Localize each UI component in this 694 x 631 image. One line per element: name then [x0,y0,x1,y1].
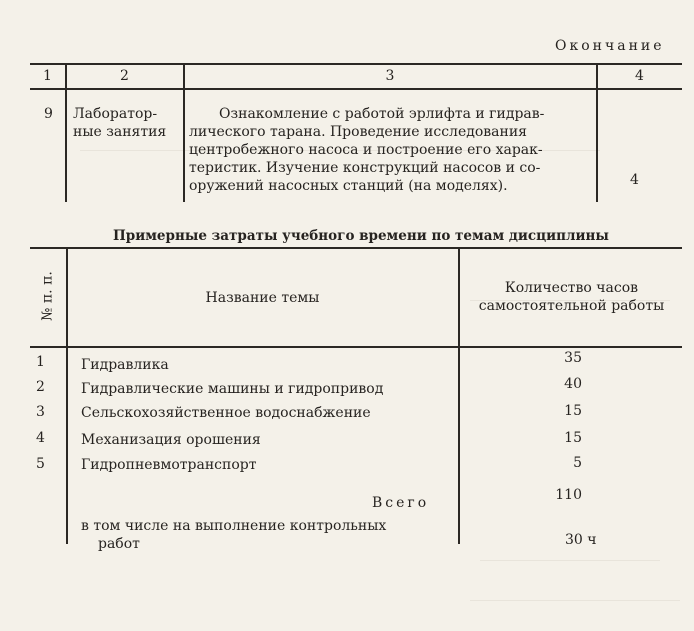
topic-number: 3 [36,404,45,420]
topic-hours: 40 [564,376,582,392]
continuation-label: Окончание [555,38,665,54]
activity-content: лического тарана. Проведение исследования [189,124,528,140]
row-number: 9 [44,106,53,122]
total-label: Всего [372,495,430,511]
topic-number: 4 [36,430,45,446]
column-header-2: 2 [120,68,129,84]
activity-content: Ознакомление с работой эрлифта и гидрав- [219,106,545,122]
topic-name: Гидравлические машины и гидропривод [81,381,384,397]
topic-name: Механизация орошения [81,432,261,448]
section-title: Примерные затраты учебного времени по темам дисциплины [113,228,609,244]
control-works-hours: 30 ч [565,532,597,548]
activity-content: центробежного насоса и построение его харак- [189,142,543,158]
column-header-1: 1 [43,68,52,84]
hours-column-header: Количество часов [504,280,639,296]
activity-type: ные занятия [73,124,167,140]
activity-content: оружений насосных станций (на моделях). [189,178,508,194]
topic-number: 1 [36,354,45,370]
topic-hours: 15 [564,403,582,419]
topic-column-header: Название темы [205,290,320,306]
total-hours: 110 [555,487,582,503]
activity-content: теристик. Изучение конструкций насосов и со- [189,160,541,176]
topic-hours: 35 [564,350,582,366]
number-column-header: № п. п. [39,271,56,321]
activity-type: Лаборатор- [73,106,158,122]
column-header-4: 4 [635,68,644,84]
column-header-3: 3 [385,68,395,84]
hours-column-header: самостоятельной работы [478,298,665,314]
topic-name: Сельскохозяйственное водоснабжение [81,405,371,421]
topic-hours: 15 [564,430,582,446]
topic-name: Гидравлика [81,357,169,373]
topic-number: 5 [36,456,45,472]
control-works-note: в том числе на выполнение контрольных [81,518,387,534]
topic-name: Гидропневмотранспорт [81,457,257,473]
control-works-note: работ [98,536,140,552]
topic-hours: 5 [573,455,582,471]
topic-number: 2 [36,379,45,395]
activity-hours: 4 [630,172,639,188]
